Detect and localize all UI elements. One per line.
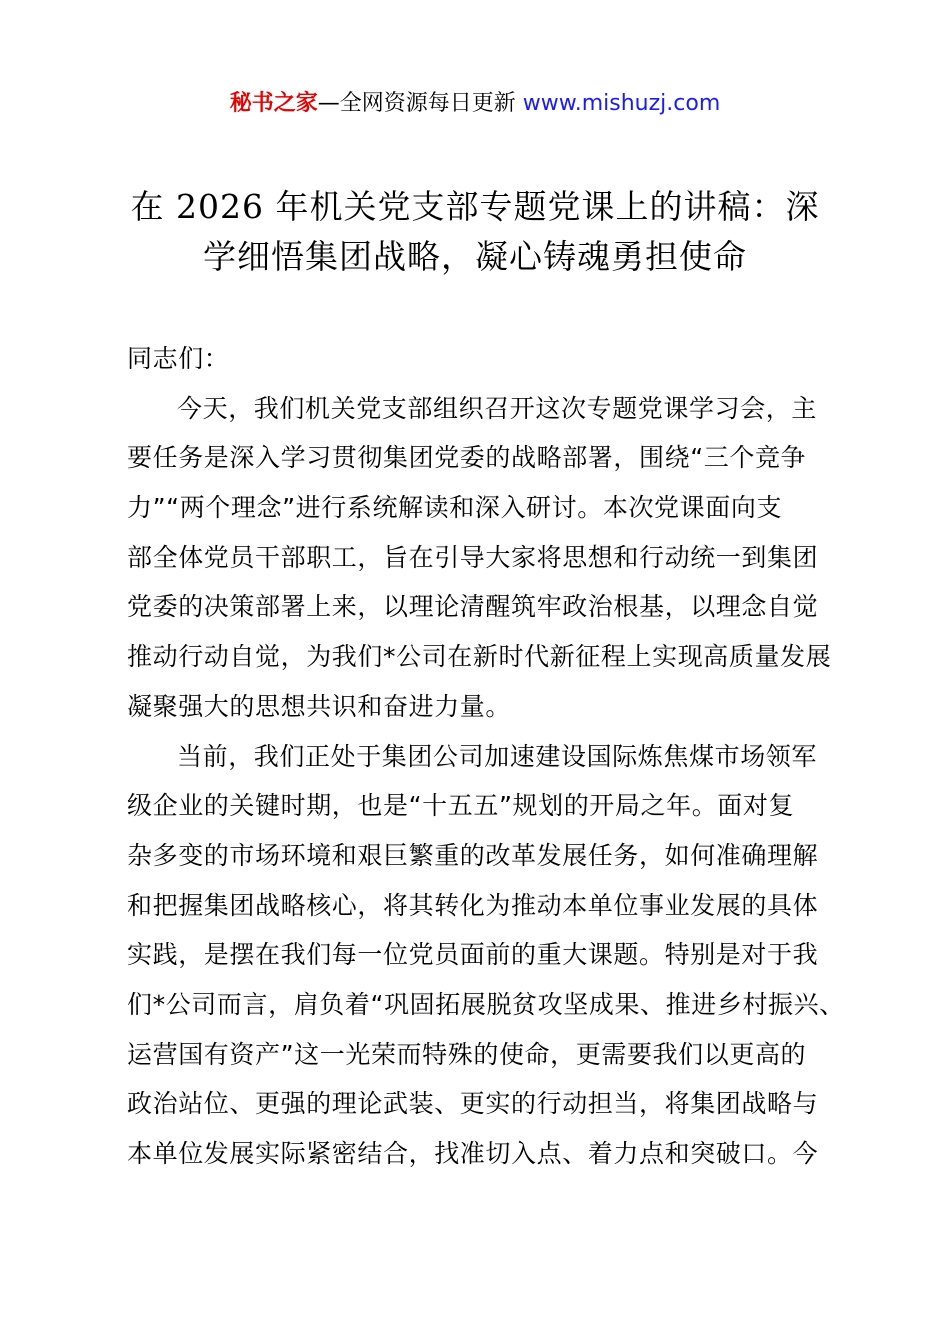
title-line: 在 2026 年机关党支部专题党课上的讲稿：深 [130, 187, 820, 226]
body-line: 运营国有资产”这一光荣而特殊的使命，更需要我们以更高的 [127, 1039, 807, 1069]
body-line: 实践，是摆在我们每一位党员面前的重大课题。特别是对于我 [127, 940, 819, 970]
body-line: 要任务是深入学习贯彻集团党委的战略部署，围绕“三个竞争 [127, 443, 807, 473]
body-line: 部全体党员干部职工，旨在引导大家将思想和行动统一到集团 [127, 542, 819, 572]
body-line: 和把握集团战略核心，将其转化为推动本单位事业发展的具体 [127, 890, 819, 920]
body-line: 力”“两个理念”进行系统解读和深入研讨。本次党课面向支 [127, 493, 783, 523]
site-header [0, 86, 950, 122]
body-line: 推动行动自觉，为我们*公司在新时代新征程上实现高质量发展 [127, 642, 832, 672]
body-line: 当前，我们正处于集团公司加速建设国际炼焦煤市场领军 [177, 741, 818, 771]
site-slogan: —全网资源每日更新 [317, 91, 516, 116]
body-line: 政治站位、更强的理论武装、更实的行动担当，将集团战略与 [127, 1089, 819, 1119]
title-line: 学细悟集团战略，凝心铸魂勇担使命 [203, 237, 747, 276]
body-line: 级企业的关键时期，也是“十五五”规划的开局之年。面对复 [127, 791, 795, 821]
document-body [127, 334, 845, 1179]
body-line: 杂多变的市场环境和艰巨繁重的改革发展任务，如何准确理解 [127, 840, 819, 870]
body-line: 凝聚强大的思想共识和奋进力量。 [127, 691, 512, 721]
body-line: 们*公司而言，肩负着“巩固拓展脱贫攻坚成果、推进乡村振兴、 [127, 989, 845, 1019]
body-line: 党委的决策部署上来，以理论清醒筑牢政治根基，以理念自觉 [127, 592, 819, 622]
salutation: 同志们： [127, 344, 230, 373]
body-line: 今天，我们机关党支部组织召开这次专题党课学习会，主 [177, 393, 818, 423]
body-line: 本单位发展实际紧密结合，找准切入点、着力点和突破口。今 [127, 1139, 819, 1168]
site-url-link[interactable]: www.mishuzj.com [522, 91, 721, 116]
site-name: 秘书之家 [229, 91, 318, 116]
document-title [100, 182, 850, 282]
